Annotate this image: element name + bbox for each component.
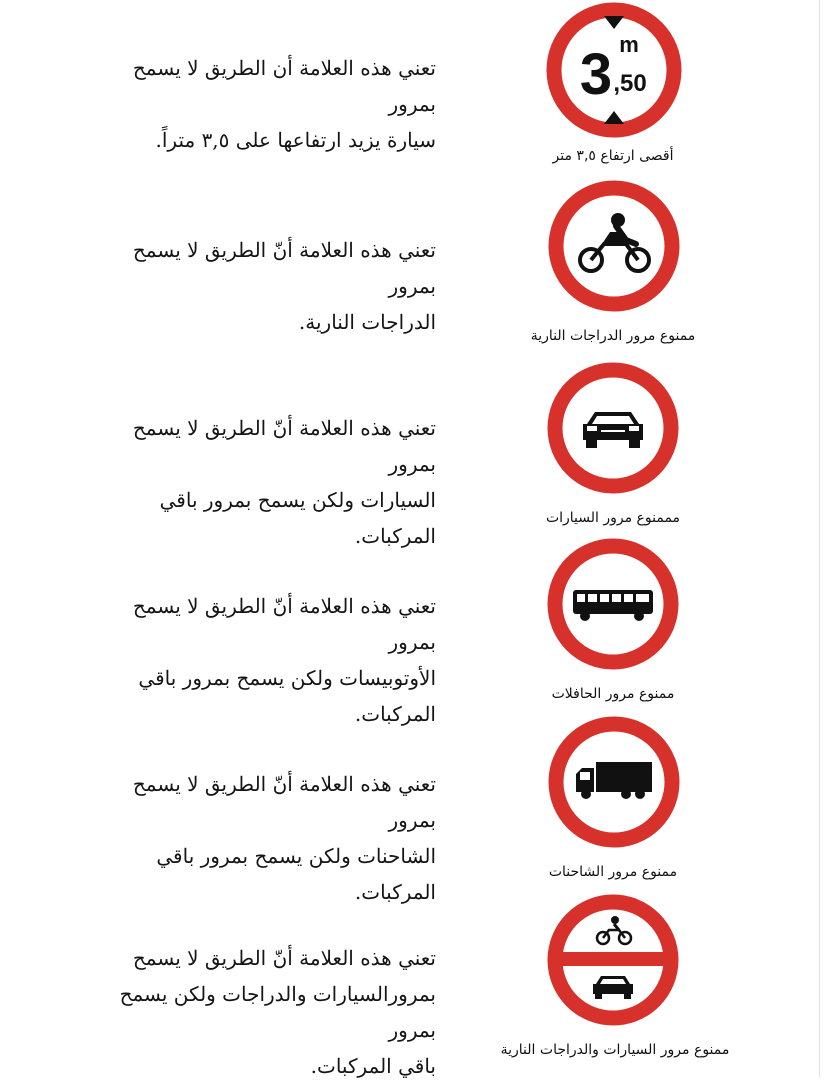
sign-description: تعني هذه العلامة أن الطريق لا يسمح بمرور سيارة يزيد ارتفاعها على ٣,٥ متراً. — [132, 56, 436, 152]
page-edge-divider — [819, 0, 820, 1077]
truck-icon — [546, 714, 682, 850]
height-limit-sign-icon — [546, 2, 682, 138]
motorcycle-icon — [546, 178, 682, 314]
height-value-main: 3 — [579, 42, 613, 107]
sign-caption: ممنوع مرور الشاحنات — [548, 864, 678, 880]
sign-description: تعني هذه العلامة أنّ الطريق لا يسمح بمرور السيارات ولكن يسمح بمرور باقي المركبات. — [132, 416, 436, 548]
sign-description: تعني هذه العلامة أنّ الطريق لا يسمح بمرورالسيارات والدراجات ولكن يسمح بمرور باقي المركبات. — [119, 946, 436, 1078]
sign-caption: ممنوع مرور الحافلات — [551, 686, 675, 702]
sign-caption: ممنوع مرور السيارات والدراجات النارية — [500, 1042, 730, 1058]
sign-description: تعني هذه العلامة أنّ الطريق لا يسمح بمرور الدراجات النارية. — [132, 238, 436, 334]
sign-description: تعني هذه العلامة أنّ الطريق لا يسمح بمرور الأوتوبيسات ولكن يسمح بمرور باقي المركبات. — [132, 594, 436, 726]
motorcycle-and-car-icon — [545, 892, 681, 1028]
height-value-unit: m — [619, 32, 639, 57]
sign-description: تعني هذه العلامة أنّ الطريق لا يسمح بمرور الشاحنات ولكن يسمح بمرور باقي المركبات. — [132, 772, 436, 904]
car-icon — [545, 360, 681, 496]
sign-caption: مممنوع مرور السيارات — [545, 510, 681, 526]
sign-caption: أقصى ارتفاع ٣,٥ متر — [552, 148, 674, 164]
height-value-decimal: ,50 — [613, 70, 647, 97]
bus-icon — [545, 536, 681, 672]
sign-caption: ممنوع مرور الدراجات النارية — [530, 328, 696, 344]
